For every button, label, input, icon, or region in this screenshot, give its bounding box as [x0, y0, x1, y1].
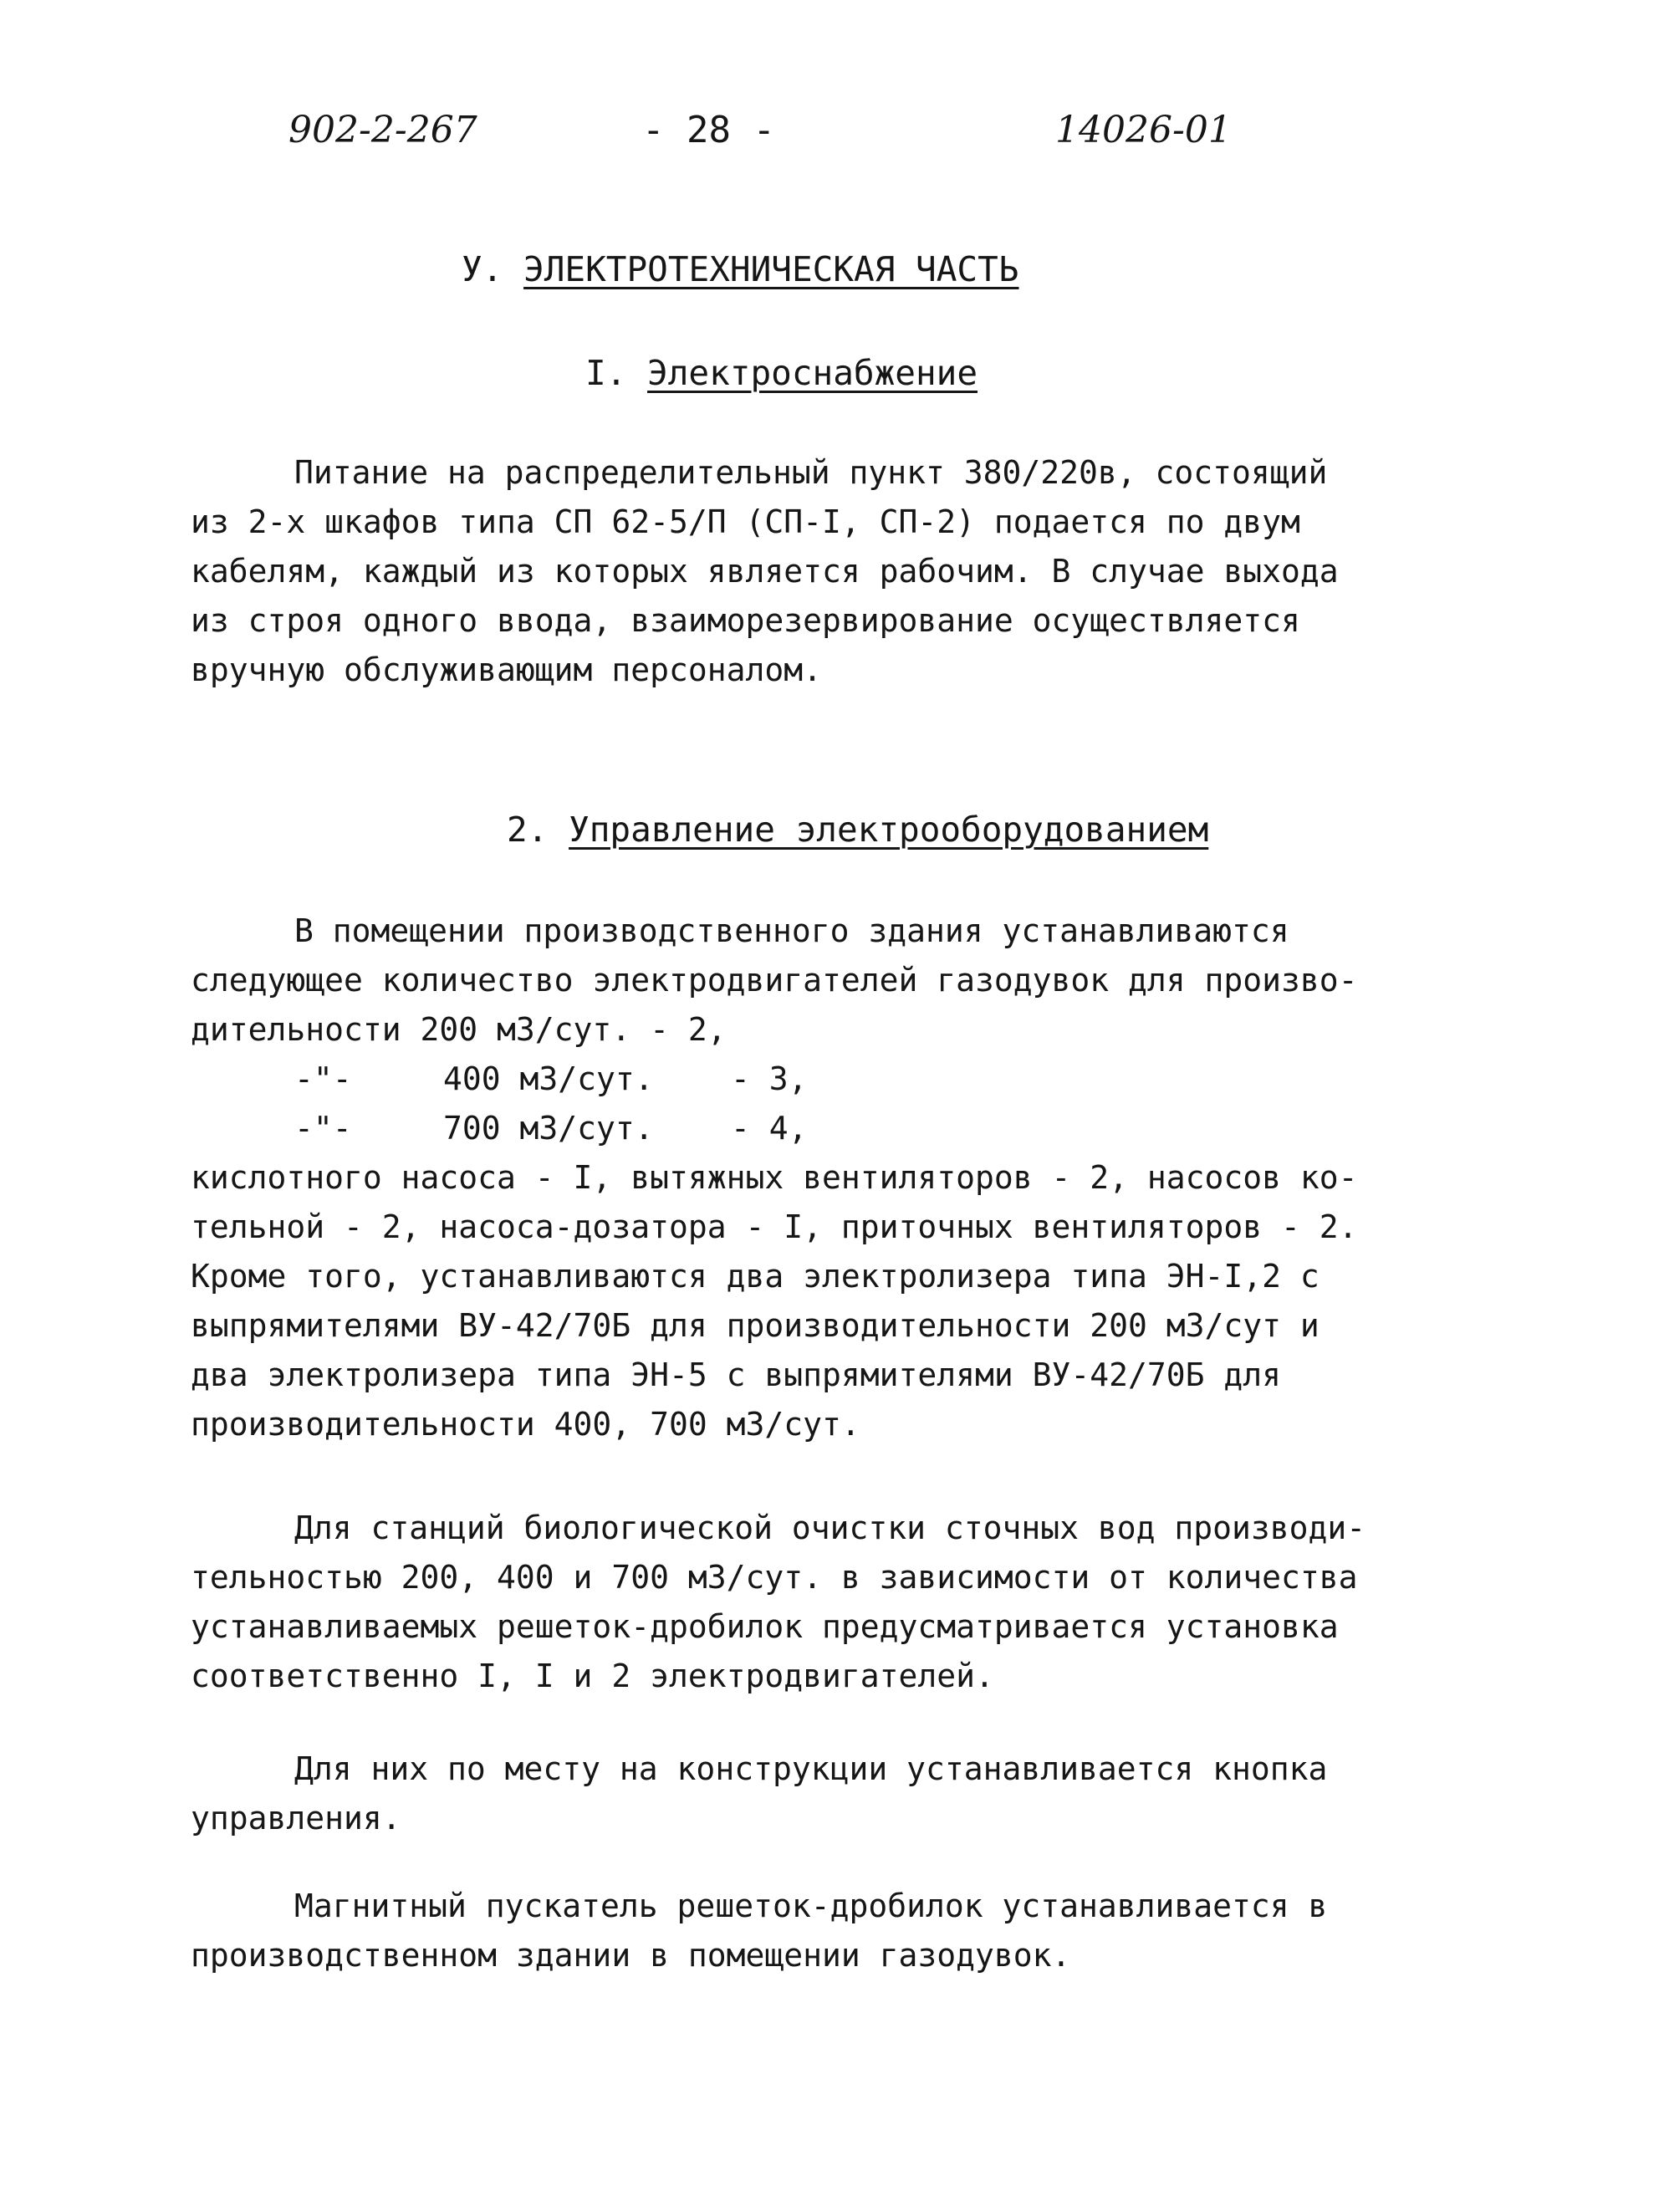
- subsection-1-heading: [585, 351, 978, 395]
- count-value: - 3,: [731, 1060, 808, 1097]
- text-line: два электролизера типа ЭН-5 с выпрямителями ВУ-42/70Б для: [191, 1356, 1282, 1393]
- text-line: из 2-х шкафов типа СП 62-5/П (СП-I, СП-2) подается по двум: [191, 503, 1300, 540]
- ditto-mark: -"-: [294, 1110, 352, 1147]
- text-line: выпрямителями ВУ-42/70Б для производительности 200 м3/сут и: [191, 1307, 1320, 1344]
- text-line: тельностью 200, 400 и 700 м3/сут. в зависимости от количества: [191, 1559, 1358, 1596]
- text-line: вручную обслуживающим персоналом.: [191, 651, 822, 688]
- text-line: Питание на распределительный пункт 380/220в, состоящий: [294, 454, 1328, 491]
- text-line: кислотного насоса - I, вытяжных вентиляторов - 2, насосов ко-: [191, 1159, 1358, 1196]
- text-line: тельной - 2, насоса-дозатора - I, приточных вентиляторов - 2.: [191, 1208, 1358, 1245]
- text-line: Магнитный пускатель решеток-дробилок устанавливается в: [294, 1888, 1328, 1924]
- page-number: - 28 -: [642, 109, 775, 151]
- ditto-mark: -"-: [294, 1060, 352, 1097]
- quantity-row: [191, 1104, 1478, 1153]
- text-line: Для станций биологической очистки сточных вод производи-: [294, 1510, 1366, 1546]
- text-line: дительности 200 м3/сут. - 2,: [191, 1011, 727, 1048]
- quantity-row: [191, 1055, 1478, 1104]
- doc-code: 902-2-267: [288, 109, 477, 151]
- subsection-2-heading: [507, 808, 1208, 851]
- text-line: кабелям, каждый из которых является рабочим. В случае выхода: [191, 553, 1339, 590]
- subsection-2-number: 2.: [507, 810, 549, 850]
- capacity-value: 400 м3/сут.: [443, 1060, 654, 1097]
- section-heading: [462, 248, 1018, 291]
- subsection-1-number: I.: [585, 353, 627, 393]
- text-line: следующее количество электродвигателей газодувок для произво-: [191, 962, 1358, 999]
- text-line: устанавливаемых решеток-дробилок предусматривается установка: [191, 1608, 1339, 1645]
- paragraph-screen-crushers: [191, 1504, 1478, 1701]
- capacity-value: 700 м3/сут.: [443, 1110, 654, 1147]
- text-line: Кроме того, устанавливаются два электролизера типа ЭН-I,2 с: [191, 1258, 1320, 1295]
- count-value: - 4,: [731, 1110, 808, 1147]
- text-line: Для них по месту на конструкции устанавливается кнопка: [294, 1750, 1328, 1787]
- subsection-1-title: Электроснабжение: [647, 353, 978, 393]
- subsection-2-title: Управление электрооборудованием: [569, 810, 1209, 850]
- text-line: управления.: [191, 1800, 401, 1837]
- text-line: производительности 400, 700 м3/сут.: [191, 1406, 860, 1443]
- paragraph-power-supply: [191, 448, 1478, 695]
- paragraph-equipment-list: [191, 907, 1478, 1449]
- section-title: ЭЛЕКТРОТЕХНИЧЕСКАЯ ЧАСТЬ: [523, 249, 1019, 289]
- archive-number: 14026-01: [1055, 109, 1232, 151]
- paragraph-control-button: [191, 1745, 1478, 1843]
- text-line: В помещении производственного здания устанавливаются: [294, 912, 1289, 949]
- text-line: соответственно I, I и 2 электродвигателей.: [191, 1658, 994, 1694]
- section-prefix: У.: [462, 249, 503, 289]
- text-line: из строя одного ввода, взаиморезервирование осуществляется: [191, 602, 1300, 639]
- text-line: производственном здании в помещении газодувок.: [191, 1937, 1071, 1974]
- paragraph-magnetic-starter: [191, 1882, 1478, 1980]
